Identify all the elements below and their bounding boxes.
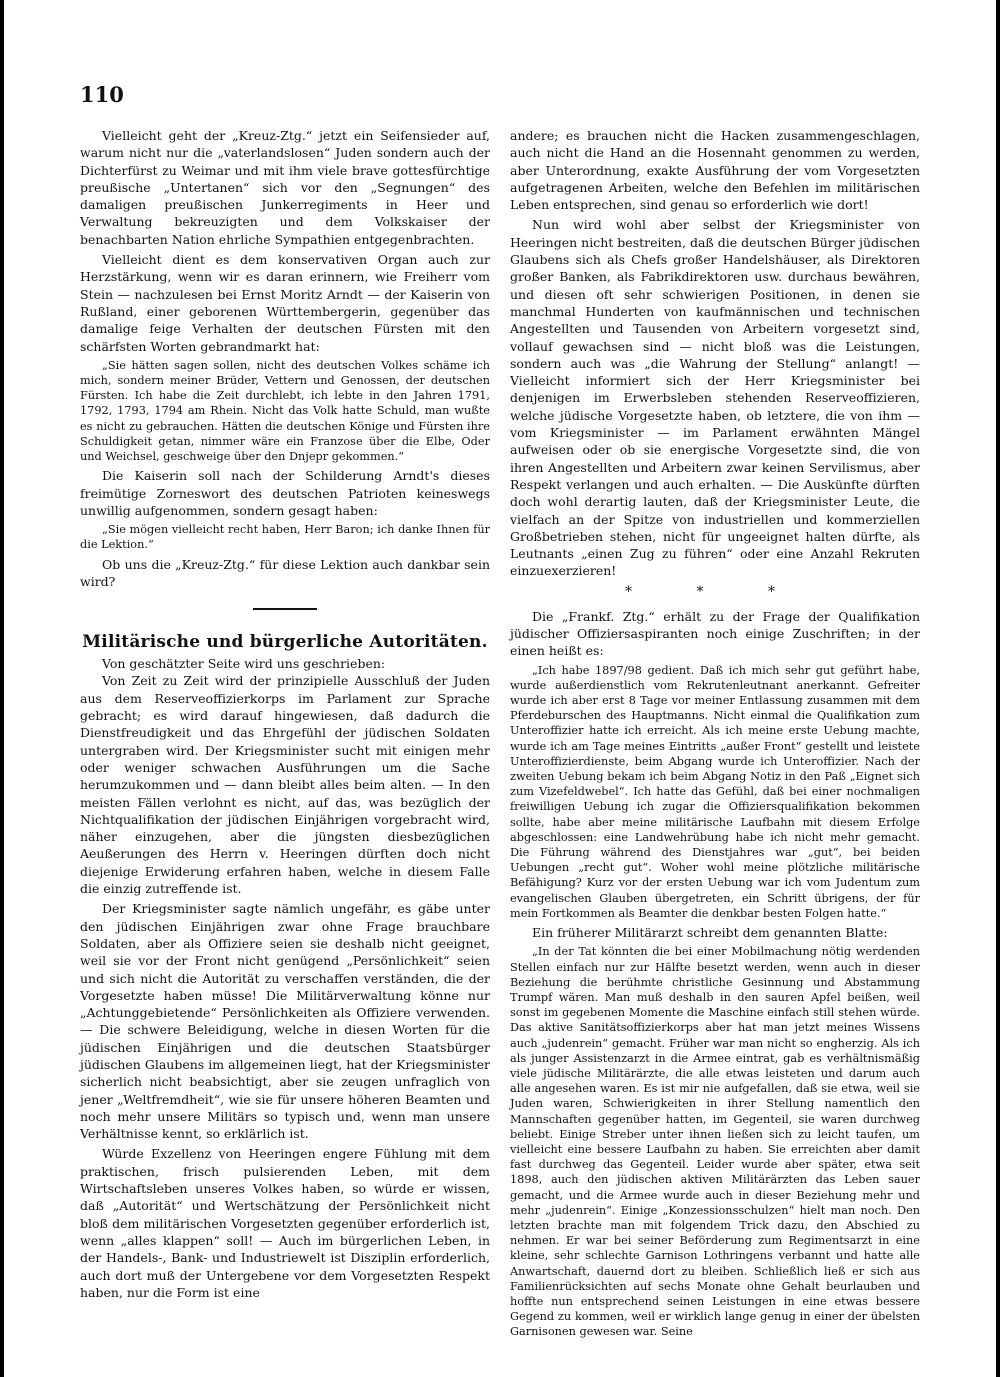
right-column [510,127,920,1340]
scan-border-right [996,0,1000,1377]
paragraph: Der Kriegsminister sagte nämlich ungefähr, es gäbe unter den jüdischen Einjährigen zwar ohne Frage brauchbare Soldaten, aber als Offiziere seien sie deshalb nicht geeignet, weil sie vor der Front nicht genügend „Persönlichkeit“ seien und sich nicht die Autorität zu verschaffen verständen, die der Vorgesetzte haben müsse! Die Militärverwaltung könne nur „Achtunggebietende“ Persönlichkeiten als Offiziere verwenden. — Die schwere Beleidigung, welche in diesen Worten für die jüdischen Einjährigen und die deutschen Staatsbürger jüdischen Glaubens im allgemeinen liegt, hat der Kriegsminister sicherlich nicht beabsichtigt, aber sie zeugen unfraglich von jener „Weltfremdheit“, wie sie für unsere höheren Beamten und noch mehr unsere Militärs so typisch und, wenn man unsere Verhältnisse kennt, so erklärlich ist. [80,901,490,1142]
block-quote: „Sie mögen vielleicht recht haben, Herr Baron; ich danke Ihnen für die Lektion.“ [80,523,490,552]
section-divider [253,608,317,610]
paragraph: Die „Frankf. Ztg.“ erhält zu der Frage der Qualifikation jüdischer Offiziersaspiranten noch einige Zuschriften; in der einen heißt es: [510,608,920,659]
paragraph: andere; es brauchen nicht die Hacken zusammengeschlagen, auch nicht die Hand an die Hosennaht genommen zu werden, aber Unterordnung, exakte Ausführung der vom Vorgesetzten aufgetragenen Arbeiten, welche den Befehlen im militärischen Leben entsprechen, sind genau so erforderlich wie dort! [510,128,920,213]
paragraph: Nun wird wohl aber selbst der Kriegsminister von Heeringen nicht bestreiten, daß die deutschen Bürger jüdischen Glaubens sich als Chefs großer Handelshäuser, als Direktoren großer Banken, als Fabrikdirektoren usw. durchaus bewähren, und diesen oft sehr schwierigen Positionen, in denen sie manchmal Hunderten von kaufmännischen und technischen Angestellten und Tausenden von Arbeitern vorgesetzt sind, vollauf gewachsen sind — nicht bloß was die Leistungen, sondern auch was „die Wahrung der Stellung“ anlangt! — Vielleicht informiert sich der Herr Kriegsminister bei denjenigen im Erwerbsleben stehenden Reserveoffizieren, welche jüdische Vorgesetzte haben, ob letztere, die von ihm — vom Kriegsminister — im Parlament erwähnten Mängel aufweisen oder ob sie energische Vorgesetzte sind, die von ihren Angestellten und Arbeitern zwar keinen Servilismus, aber Respekt verlangen und auch erhalten. — Die Auskünfte dürften doch wohl derartig lauten, daß der Kriegsminister Leute, die vielfach an der Spitze von industriellen und kommerziellen Großbetrieben stehen, nicht für ungeeignet halten dürfte, als Leutnants „einen Zug zu führen“ oder eine Anzahl Rekruten einzuexerzieren! [510,217,920,579]
paragraph: Ein früherer Militärarzt schreibt dem genannten Blatte: [532,925,888,941]
paragraph: Vielleicht geht der „Kreuz-Ztg.“ jetzt ein Seifensieder auf, warum nicht nur die „vaterlandslosen“ Juden sondern auch der Dichterfürst zu Weimar und mit ihm viele brave gottesfürchtige preußische „Untertanen“ sich vor den „Segnungen“ des damaligen preußischen Junkerregiments in Heer und Verwaltung bekreuzigten und dem Volkskaiser der benachbarten Nation ehrliche Sympathien entgegenbrachten. [80,128,490,247]
paragraph: Würde Exzellenz von Heeringen engere Fühlung mit dem praktischen, frisch pulsierenden Leben, mit dem Wirtschaftsleben unseres Volkes haben, so würde er wissen, daß „Autorität“ und Wertschätzung der Persönlichkeit nicht bloß dem militärischen Vorgesetzten gegenüber erforderlich ist, wenn „alles klappen“ soll! — Auch im bürgerlichen Leben, in der Handels-, Bank- und Industriewelt ist Disziplin erforderlich, auch dort muß der Untergebene vor dem Vorgesetzten Respekt haben, nur die Form ist eine [80,1146,490,1300]
block-quote: „Sie hätten sagen sollen, nicht des deutschen Volkes schäme ich mich, sondern meiner Brüder, Vettern und Genossen, der deutschen Fürsten. Ich habe die Zeit durchlebt, ich lebte in den Jahren 1791, 1792, 1793, 1794 am Rhein. Nicht das Volk hatte Schuld, man wußte es nicht zu gebrauchen. Hätten die deutschen Könige und Fürsten ihre Schuldigkeit getan, nimmer wäre ein Franzose über die Elbe, Oder und Weichsel, geschweige über den Dnjepr gekommen.“ [80,358,490,464]
paragraph: Die Kaiserin soll nach der Schilderung Arndt's dieses freimütige Zorneswort des deutschen Patrioten keineswegs unwillig aufgenommen, sondern gesagt haben: [80,468,490,518]
paragraph: Vielleicht dient es dem konservativen Organ auch zur Herzstärkung, wenn wir es daran erinnern, wie Freiherr vom Stein — nachzulesen bei Ernst Moritz Arndt — der Kaiserin von Rußland, einer geborenen Württembergerin, gegenüber das damalige feige Verhalten der deutschen Fürsten mit den schärfsten Worten gebrandmarkt hat: [80,252,490,354]
section-asterisks: * * * [625,583,805,600]
paragraph: Von Zeit zu Zeit wird der prinzipielle Ausschluß der Juden aus dem Reserveoffizierkorps im Parlament zur Sprache gebracht; es wird darauf hingewiesen, daß dadurch die Dienstfreudigkeit und das Ehrgefühl der jüdischen Soldaten untergraben wird. Der Kriegsminister sucht mit einigen mehr oder weniger schwachen Ausführungen um die Sache herumzukommen und — dann bleibt alles beim alten. — In den meisten Fällen verlohnt es nicht, auf das, was bezüglich der Nichtqualifikation der jüdischen Einjährigen vorgebracht wird, näher einzugehen, aber die jüngsten diesbezüglichen Aeußerungen des Herrn v. Heeringen dürften doch nicht diejenige Erwiderung erfahren haben, welche in diesem Falle die einzig zutreffende ist. [80,673,490,897]
article-heading: Militärische und bürgerliche Autoritäten. [82,632,488,653]
block-quote: „In der Tat könnten die bei einer Mobilmachung nötig werdenden Stellen einfach nur zur Hälfte besetzt werden, wenn auch in dieser Beziehung die berühmte christliche Gesinnung und Abstammung Trumpf wären. Man muß deshalb in den sauren Apfel beißen, weil sonst im gegebenen Momente die Maschine einfach still stehen würde. Das aktive Sanitätsoffizierkorps aber hat man jetzt meines Wissens auch „judenrein“ gemacht. Früher war man nicht so engherzig. Als ich als junger Assistenzarzt in die Armee eintrat, gab es verhältnismäßig viele jüdische Militärärzte, die alle etwas leisteten und darum auch alle angesehen waren. Es ist mir nie aufgefallen, daß sie etwa, weil sie Juden waren, Schwierigkeiten in ihrer Stellung namentlich den Mannschaften gegenüber hatten, im Gegenteil, sie waren durchweg beliebt. Einige Streber unter ihnen ließen sich zu leicht taufen, um vielleicht eine bessere Laufbahn zu haben. Sie erreichten aber damit fast durchweg das Gegenteil. Leider wurde aber später, etwa seit 1898, auch den jüdischen aktiven Militärärzten das Leben sauer gemacht, und die Armee wurde auch in dieser Beziehung mehr und mehr „judenrein“. Einige „Konzessionsschulzen“ hielt man noch. Den letzten brachte man mit folgendem Trick dazu, den Abschied zu nehmen. Er war bei seiner Beförderung zum Regimentsarzt in eine kleine, sehr schlechte Garnison Lothringens verbannt und hatte alle Anwartschaft, dauernd dort zu bleiben. Schließlich ließ er sich aus Familienrücksichten auf sechs Monate ohne Gehalt beurlauben und hoffte nun entsprechend seinen Leistungen in eine etwas bessere Gegend zu kommen, weil er wirklich lange genug in einer der übelsten Garnisonen gewesen war. Seine [510,945,920,1339]
page-number: 110 [80,82,124,107]
paragraph: Von geschätzter Seite wird uns geschrieben: [102,656,386,672]
scan-border-left [0,0,4,1377]
paragraph: Ob uns die „Kreuz-Ztg.“ für diese Lektion auch dankbar sein wird? [80,556,490,589]
left-column [80,127,490,1301]
block-quote: „Ich habe 1897/98 gedient. Daß ich mich sehr gut geführt habe, wurde außerdienstlich vom Rekrutenleutnant anerkannt. Gefreiter wurde ich aber erst 8 Tage vor meiner Entlassung zusammen mit dem Pferdeburschen des Hauptmanns. Nicht einmal die Qualifikation zum Unteroffizier hatte ich erreicht. Als ich meine erste Uebung machte, wurde ich am Tage meines Eintritts „außer Front“ gestellt und leistete Unteroffizierdienste, beim Abgang wurde ich Unteroffizier. Nach der zweiten Uebung bekam ich beim Abgang Notiz in den Paß „Eignet sich zum Vizefeldwebel“. Ich hatte das Gefühl, daß bei einer nochmaligen freiwilligen Uebung ich zugar die Offiziersqualifikation bekommen sollte, habe aber meine militärische Laufbahn mit diesem Erfolge abgeschlossen: eine Landwehrübung habe ich nicht mehr gemacht. Die Führung während des Dienstjahres war „gut“, bei beiden Uebungen „recht gut“. Woher wohl meine plötzliche militärische Befähigung? Kurz vor der ersten Uebung war ich vom Judentum zum evangelischen Glauben übergetreten, ein Schritt übrigens, der für mein Fortkommen als Beamter die denkbar besten Folgen hatte.“ [510,663,920,920]
